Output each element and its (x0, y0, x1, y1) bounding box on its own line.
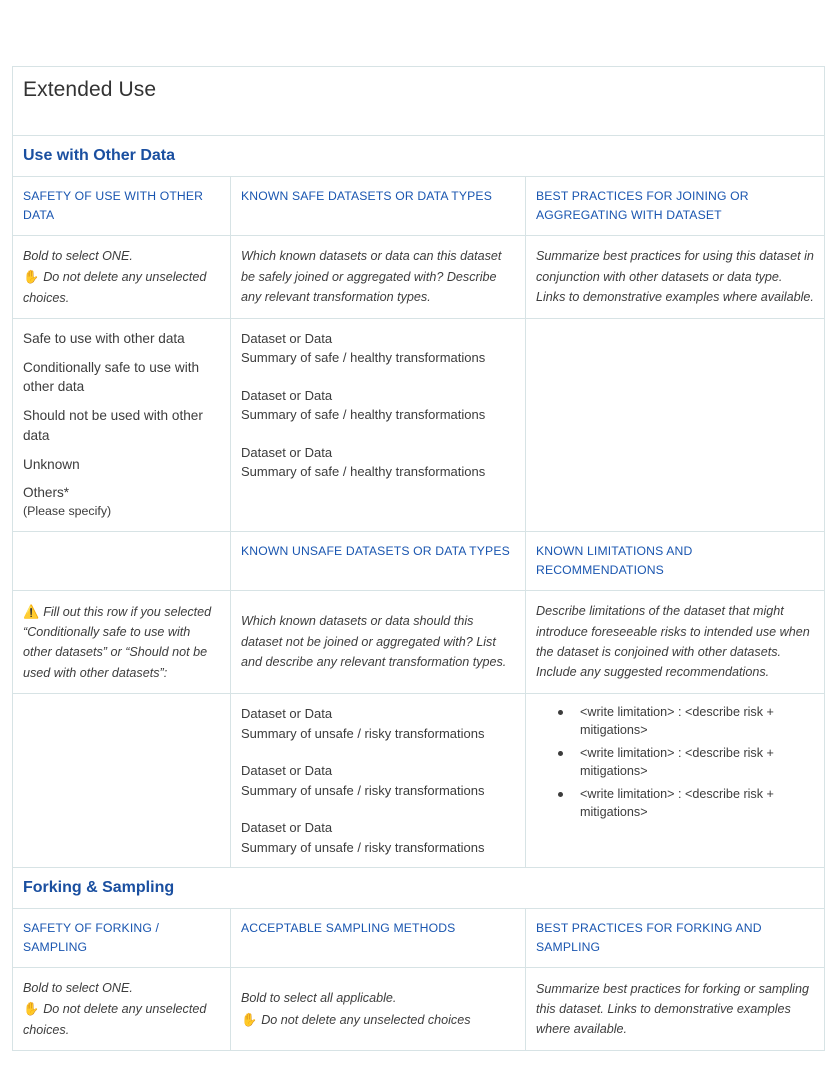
hint-cell-known-limitations: Describe limitations of the dataset that might introduce foreseeable risks to intended use when the dataset is conjoined with other datasets. Include any suggested recommendations. (526, 590, 825, 694)
list-item[interactable]: Unknown (23, 456, 80, 472)
dataset-name: Dataset or Data (241, 330, 333, 346)
known-unsafe-datasets-cell (231, 694, 526, 868)
document-title-cell (13, 67, 825, 136)
hint-cell-best-practices-joining: Summarize best practices for using this dataset in conjunction with other datasets or data type. Links to demonstrative examples where available. (526, 235, 825, 318)
known-limitations-cell (526, 694, 825, 868)
warning-icon: ⚠️ (23, 603, 40, 619)
hint-bold-select-all-applicable: Bold to select all applicable. (241, 991, 397, 1006)
body-row-2 (13, 694, 825, 868)
section-forking-sampling-row (13, 868, 825, 909)
list-item[interactable] (241, 818, 516, 857)
limitations-list (536, 704, 815, 821)
column-header-row-1 (13, 177, 825, 236)
safety-options-list (23, 329, 221, 503)
safety-options-cell (13, 318, 231, 531)
hint-cell-safety-of-forking (13, 968, 231, 1051)
dataset-summary: Summary of safe / healthy transformations (241, 350, 486, 366)
column-header-best-practices-joining: BEST PRACTICES FOR JOINING OR AGGREGATING WITH DATASET (526, 177, 825, 236)
conditional-answer-cell[interactable] (13, 694, 231, 868)
list-item[interactable] (241, 329, 516, 368)
list-item[interactable] (241, 761, 516, 800)
dataset-name: Dataset or Data (241, 444, 333, 460)
dataset-name: Dataset or Data (241, 820, 333, 836)
list-item[interactable]: Should not be used with other data (23, 408, 203, 443)
section-header-cell (13, 136, 825, 177)
dataset-summary: Summary of unsafe / risky transformations (241, 839, 485, 855)
column-header-acceptable-sampling-methods: ACCEPTABLE SAMPLING METHODS (231, 909, 526, 968)
list-item[interactable]: <write limitation> : <describe risk + mitigations> (558, 745, 815, 781)
column-header-known-limitations: KNOWN LIMITATIONS AND RECOMMENDATIONS (526, 531, 825, 590)
column-header-safety-of-use: SAFETY OF USE WITH OTHER DATA (13, 177, 231, 236)
dataset-name: Dataset or Data (241, 387, 333, 403)
hint-cell-acceptable-sampling-methods (231, 968, 526, 1051)
hint-do-not-delete-forking: ✋ Do not delete any unselected choices. (23, 1001, 207, 1037)
dataset-name: Dataset or Data (241, 706, 333, 722)
hint-row-3 (13, 968, 825, 1051)
column-header-known-unsafe-datasets: KNOWN UNSAFE DATASETS OR DATA TYPES (231, 531, 526, 590)
hint-row-1 (13, 235, 825, 318)
list-item[interactable]: <write limitation> : <describe risk + mitigations> (558, 704, 815, 740)
column-header-empty (13, 531, 231, 590)
hint-cell-best-practices-forking: Summarize best practices for forking or sampling this dataset. Links to demonstrative examples where available. (526, 968, 825, 1051)
hint-cell-known-unsafe-datasets: Which known datasets or data should this dataset not be joined or aggregated with? List and describe any relevant transformation types. (231, 590, 526, 694)
hint-bold-select-one-forking: Bold to select ONE. (23, 981, 133, 996)
document-title-row (13, 67, 825, 136)
raised-hand-icon: ✋ (241, 1011, 258, 1027)
known-safe-datasets-cell (231, 318, 526, 531)
list-item[interactable] (241, 443, 516, 482)
hint-cell-fill-out-this-row (13, 590, 231, 694)
section-title-use-with-other-data: Use with Other Data (23, 147, 176, 164)
column-header-row-3 (13, 909, 825, 968)
dataset-name: Dataset or Data (241, 763, 333, 779)
column-header-row-2 (13, 531, 825, 590)
hint-conditional-instruction: ⚠️ Fill out this row if you selected “Conditionally safe to use with other datasets” or “Should not be used with other datasets”: (23, 603, 212, 680)
hint-row-2 (13, 590, 825, 694)
list-item[interactable]: Safe to use with other data (23, 330, 185, 346)
dataset-summary: Summary of unsafe / risky transformations (241, 725, 485, 741)
list-item[interactable]: Others* (23, 485, 70, 501)
dataset-summary: Summary of unsafe / risky transformations (241, 782, 485, 798)
column-header-safety-of-forking: SAFETY OF FORKING / SAMPLING (13, 909, 231, 968)
list-item[interactable]: Conditionally safe to use with other data (23, 359, 200, 395)
column-header-known-safe-datasets: KNOWN SAFE DATASETS OR DATA TYPES (231, 177, 526, 236)
body-row-1 (13, 318, 825, 531)
hint-cell-known-safe-datasets: Which known datasets or data can this dataset be safely joined or aggregated with? Describe any relevant transformation types. (231, 235, 526, 318)
list-item[interactable] (241, 386, 516, 425)
best-practices-joining-cell[interactable] (526, 318, 825, 531)
hint-do-not-delete-sampling: ✋ Do not delete any unselected choices (241, 1011, 471, 1027)
raised-hand-icon: ✋ (23, 269, 40, 285)
section-use-with-other-data-row (13, 136, 825, 177)
hint-do-not-delete: ✋ Do not delete any unselected choices. (23, 269, 207, 305)
section-header-cell-forking (13, 868, 825, 909)
section-title-forking-sampling: Forking & Sampling (23, 879, 175, 897)
raised-hand-icon: ✋ (23, 1001, 40, 1017)
safety-options-note: (Please specify) (23, 503, 112, 518)
hint-bold-select-one: Bold to select ONE. (23, 248, 133, 263)
column-header-best-practices-forking: BEST PRACTICES FOR FORKING AND SAMPLING (526, 909, 825, 968)
list-item[interactable]: <write limitation> : <describe risk + mitigations> (558, 786, 815, 822)
hint-cell-safety-of-use (13, 235, 231, 318)
dataset-summary: Summary of safe / healthy transformations (241, 407, 486, 423)
dataset-summary: Summary of safe / healthy transformations (241, 464, 486, 480)
page-title: Extended Use (23, 78, 157, 101)
extended-use-table (12, 66, 825, 1051)
list-item[interactable] (241, 704, 516, 743)
